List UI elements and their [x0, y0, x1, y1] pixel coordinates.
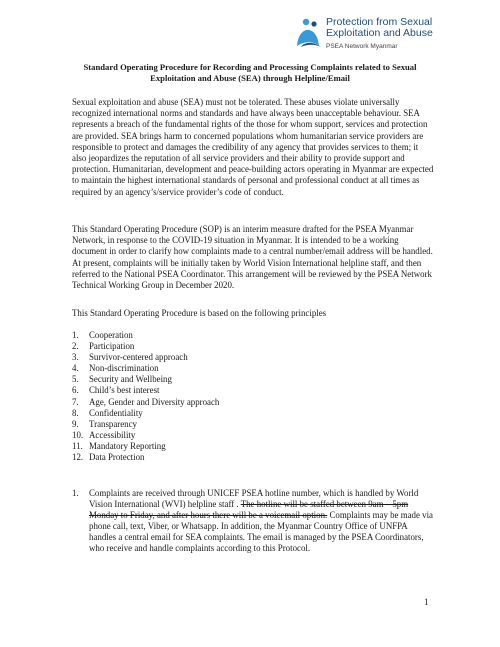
psea-logo: [292, 16, 462, 56]
list-item: 1. Cooperation: [72, 330, 133, 340]
logo-title-line2: Exploitation and Abuse: [326, 27, 433, 39]
step-text: Complaints are received through UNICEF PSEA hotline number, which is handled by World Vision International (WVI) helpline staff . The hotline will be staffed between 9am – 5pm Monday to Friday, and after hours there will be a voicemail option. Complaints may be made via phone call, text, Viber, or Whatsapp. In addition, the Myanmar Country Office of UNFPA handles a central email for SEA complaints. The email is managed by the PSEA Coordinators, who receive and handle complaints according to this Protocol.: [89, 488, 433, 554]
psea-logo-icon: [292, 16, 326, 52]
list-item: 6. Child’s best interest: [72, 385, 160, 396]
list-item: 2. Participation: [72, 341, 135, 352]
list-item: 5. Security and Wellbeing: [72, 374, 172, 385]
list-item: 9. Transparency: [72, 418, 137, 429]
list-item: 4. Non-discrimination: [72, 363, 159, 374]
step-number: 1.: [72, 488, 79, 498]
logo-subtitle: PSEA Network Myanmar: [326, 43, 398, 50]
list-item: 11. Mandatory Reporting: [72, 440, 166, 451]
document-title: Standard Operating Procedure for Recording and Processing Complaints related to Sexual Exploitation and Abuse (SEA) through Helpline/Email: [83, 62, 417, 83]
logo-title-line1: Protection from Sexual: [326, 16, 433, 28]
principles-list: [72, 330, 412, 463]
procedure-step-1: [72, 488, 434, 555]
page-number: 1: [424, 597, 429, 607]
struck-text: The hotline will be staffed between 9am – 5pm Monday to Friday, and after hours there will be a voicemail option.: [89, 499, 409, 521]
list-item: 12. Data Protection: [72, 452, 145, 463]
list-item: 8. Confidentiality: [72, 407, 143, 418]
list-item: 10. Accessibility: [72, 429, 136, 440]
intro-paragraph: Sexual exploitation and abuse (SEA) must not be tolerated. These abuses violate universally recognized international norms and standards and have always been unacceptable behaviour. SEA represents a breach of the fundamental rights of the those for whom support, services and protection are provided. SEA brings harm to concerned populations whom humanitarian service providers are responsible to protect and damages the credibility of any agency that provides services to them; it also jeopardizes the reputation of all service providers and their ability to provide support and protection. Humanitarian, development and peace-building actors operating in Myanmar are expected to maintain the highest international standards of personal and professional conduct at all times as required by an agency’s/service provider’s code of conduct.: [72, 97, 434, 197]
list-item: 7. Age, Gender and Diversity approach: [72, 396, 220, 407]
sop-purpose-paragraph: This Standard Operating Procedure (SOP) is an interim measure drafted for the PSEA Myanmar Network, in response to the COVID-19 situation in Myanmar. It is intended to be a working document in order to clarify how complaints made to a central number/email address will be handled. At present, complaints will be initially taken by World Vision International helpline staff, and then referred to the National PSEA Coordinator. This arrangement will be reviewed by the PSEA Network Technical Working Group in December 2020.: [72, 224, 433, 291]
list-item: 3. Survivor-centered approach: [72, 352, 188, 363]
principles-intro: This Standard Operating Procedure is based on the following principles: [72, 308, 327, 318]
